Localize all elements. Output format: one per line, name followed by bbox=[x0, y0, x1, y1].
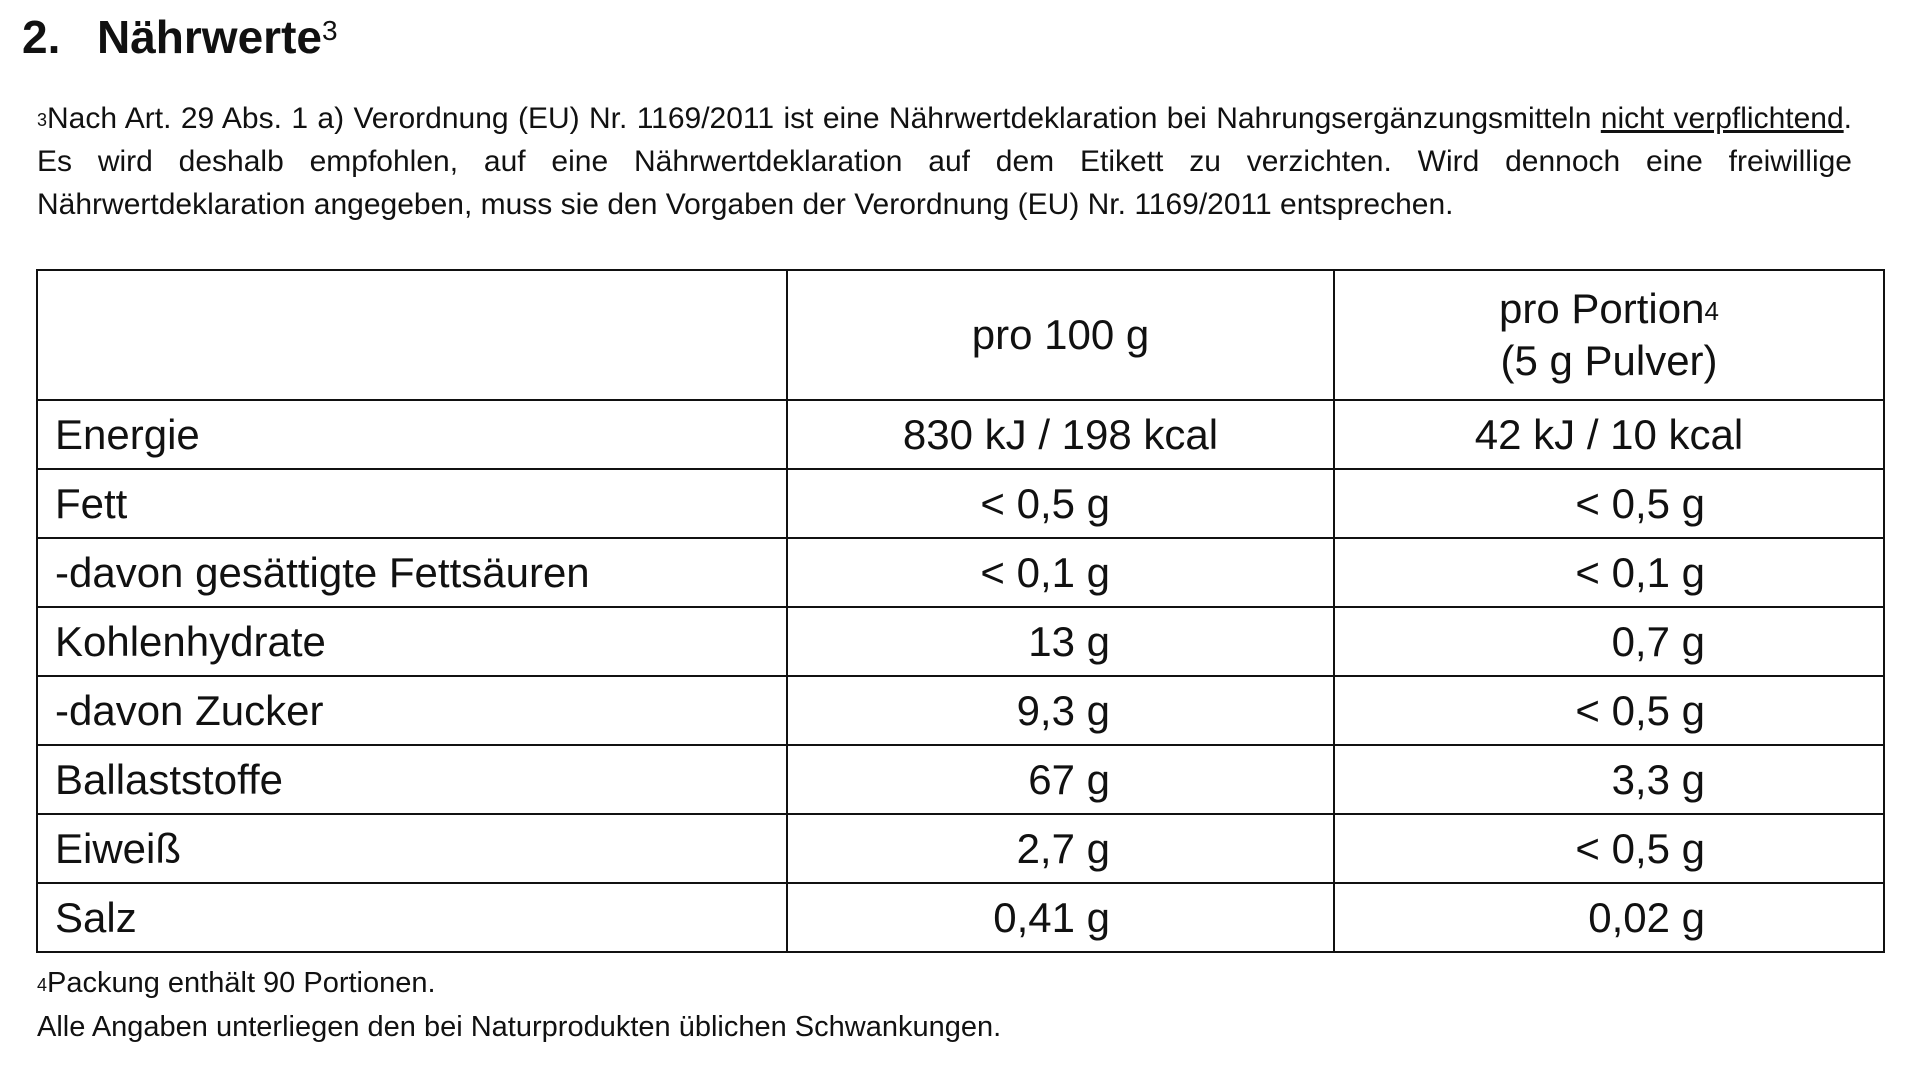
table-row bbox=[37, 883, 1884, 952]
section-title: Nährwerte bbox=[97, 11, 322, 63]
value-per-portion: < 0,5 g bbox=[1334, 676, 1884, 745]
nutrient-label: Eiweiß bbox=[37, 814, 787, 883]
value-per-portion: < 0,1 g bbox=[1334, 538, 1884, 607]
header-footnote-ref: 4 bbox=[1704, 296, 1719, 326]
footnote-marker: 4 bbox=[37, 975, 48, 995]
nutrient-label: Fett bbox=[37, 469, 787, 538]
footnote-text-after: . Es wird deshalb empfohlen, auf eine Nährwertdeklaration auf dem Etikett zu verzichten. Wird dennoch eine freiwillige Nährwertdeklaration angegeben, muss sie den Vorgaben der Verordnung (EU) Nr. 1169/2011 entsprechen. bbox=[37, 102, 1852, 221]
nutrient-label: Salz bbox=[37, 883, 787, 952]
footnote-marker: 3 bbox=[37, 110, 48, 130]
table-row bbox=[37, 814, 1884, 883]
table-row bbox=[37, 538, 1884, 607]
table-row bbox=[37, 400, 1884, 469]
nutrient-label: Kohlenhydrate bbox=[37, 607, 787, 676]
footnote-ref: 3 bbox=[321, 15, 338, 46]
value-per-100g: 13 g bbox=[787, 607, 1334, 676]
value-per-100g: < 0,1 g bbox=[787, 538, 1334, 607]
value-per-100g: 2,7 g bbox=[787, 814, 1334, 883]
value-per-portion: 0,02 g bbox=[1334, 883, 1884, 952]
value-per-100g: 67 g bbox=[787, 745, 1334, 814]
header-empty-cell bbox=[37, 270, 787, 400]
footnote-underlined-text: nicht verpflichtend bbox=[1600, 102, 1844, 135]
table-row bbox=[37, 676, 1884, 745]
value-per-portion: 0,7 g bbox=[1334, 607, 1884, 676]
value-per-100g: 0,41 g bbox=[787, 883, 1334, 952]
intro-footnote bbox=[37, 97, 1852, 226]
value-per-100g: 9,3 g bbox=[787, 676, 1334, 745]
section-number: 2. bbox=[22, 11, 61, 63]
table-row bbox=[37, 745, 1884, 814]
table-row bbox=[37, 469, 1884, 538]
header-per-portion-line1: pro Portion bbox=[1499, 285, 1705, 332]
nutrition-table bbox=[36, 269, 1885, 953]
nutrient-label: -davon Zucker bbox=[37, 676, 787, 745]
value-per-portion: 42 kJ / 10 kcal bbox=[1334, 400, 1884, 469]
nutrient-label: Energie bbox=[37, 400, 787, 469]
nutrient-label: -davon gesättigte Fettsäuren bbox=[37, 538, 787, 607]
value-per-100g: 830 kJ / 198 kcal bbox=[787, 400, 1334, 469]
nutrient-label: Ballaststoffe bbox=[37, 745, 787, 814]
header-per-100g: pro 100 g bbox=[787, 270, 1334, 400]
value-per-portion: < 0,5 g bbox=[1334, 469, 1884, 538]
table-row bbox=[37, 607, 1884, 676]
value-per-portion: < 0,5 g bbox=[1334, 814, 1884, 883]
section-heading bbox=[22, 10, 338, 65]
footnote-text-before: Nach Art. 29 Abs. 1 a) Verordnung (EU) Nr. 1169/2011 ist eine Nährwertdeklaration bei Nahrungsergänzungsmitteln bbox=[47, 102, 1601, 135]
header-per-portion bbox=[1334, 270, 1884, 400]
portions-note: Packung enthält 90 Portionen. bbox=[47, 967, 436, 999]
table-header-row bbox=[37, 270, 1884, 400]
variation-note: Alle Angaben unterliegen den bei Naturprodukten üblichen Schwankungen. bbox=[37, 1011, 1002, 1043]
value-per-portion: 3,3 g bbox=[1334, 745, 1884, 814]
value-per-100g: < 0,5 g bbox=[787, 469, 1334, 538]
footnote-line-1 bbox=[37, 961, 1001, 1005]
header-per-portion-line2: (5 g Pulver) bbox=[1500, 337, 1718, 384]
table-footnote bbox=[37, 961, 1001, 1049]
